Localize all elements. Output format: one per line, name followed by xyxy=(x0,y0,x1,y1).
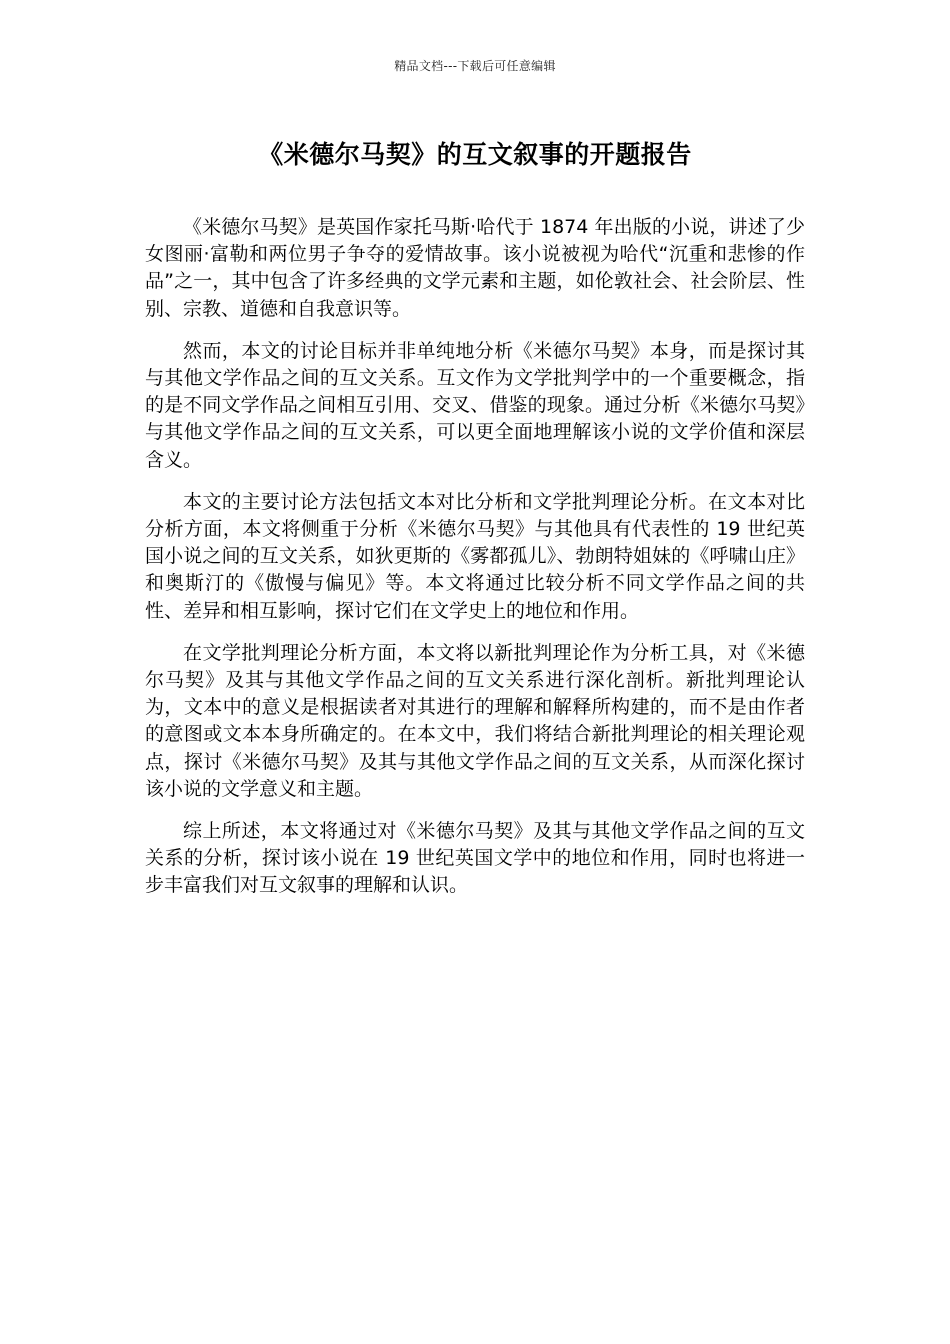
document-body xyxy=(145,214,805,915)
paragraph-2: 然而，本文的讨论目标并非单纯地分析《米德尔马契》本身，而是探讨其与其他文学作品之间的互文关系。互文作为文学批判学中的一个重要概念，指的是不同文学作品之间相互引用、交叉、借鉴的现象。通过分析《米德尔马契》与其他文学作品之间的互文关系，可以更全面地理解该小说的文学价值和深层含义。 xyxy=(145,339,805,471)
paragraph-3: 本文的主要讨论方法包括文本对比分析和文学批判理论分析。在文本对比分析方面，本文将侧重于分析《米德尔马契》与其他具有代表性的 19 世纪英国小说之间的互文关系，如狄更斯的《雾都孤儿》、勃朗特姐妹的《呼啸山庄》和奥斯汀的《傲慢与偏见》等。本文将通过比较分析不同文学作品之间的共性、差异和相互影响，探讨它们在文学史上的地位和作用。 xyxy=(145,490,805,622)
header-note: 精品文档---下载后可任意编辑 xyxy=(394,59,556,73)
paragraph-4: 在文学批判理论分析方面，本文将以新批判理论作为分析工具，对《米德尔马契》及其与其他文学作品之间的互文关系进行深化剖析。新批判理论认为，文本中的意义是根据读者对其进行的理解和解释所构建的，而不是由作者的意图或文本本身所确定的。在本文中，我们将结合新批判理论的相关理论观点，探讨《米德尔马契》及其与其他文学作品之间的互文关系，从而深化探讨该小说的文学意义和主题。 xyxy=(145,641,805,800)
paragraph-5: 综上所述，本文将通过对《米德尔马契》及其与其他文学作品之间的互文关系的分析，探讨该小说在 19 世纪英国文学中的地位和作用，同时也将进一步丰富我们对互文叙事的理解和认识。 xyxy=(145,820,805,897)
paragraph-1: 《米德尔马契》是英国作家托马斯·哈代于 1874 年出版的小说，讲述了少女图丽·富勒和两位男子争夺的爱情故事。该小说被视为哈代“沉重和悲惨的作品”之一，其中包含了许多经典的文学元素和主题，如伦敦社会、社会阶层、性别、宗教、道德和自我意识等。 xyxy=(145,216,805,320)
document-title: 《米德尔马契》的互文叙事的开题报告 xyxy=(258,140,692,169)
